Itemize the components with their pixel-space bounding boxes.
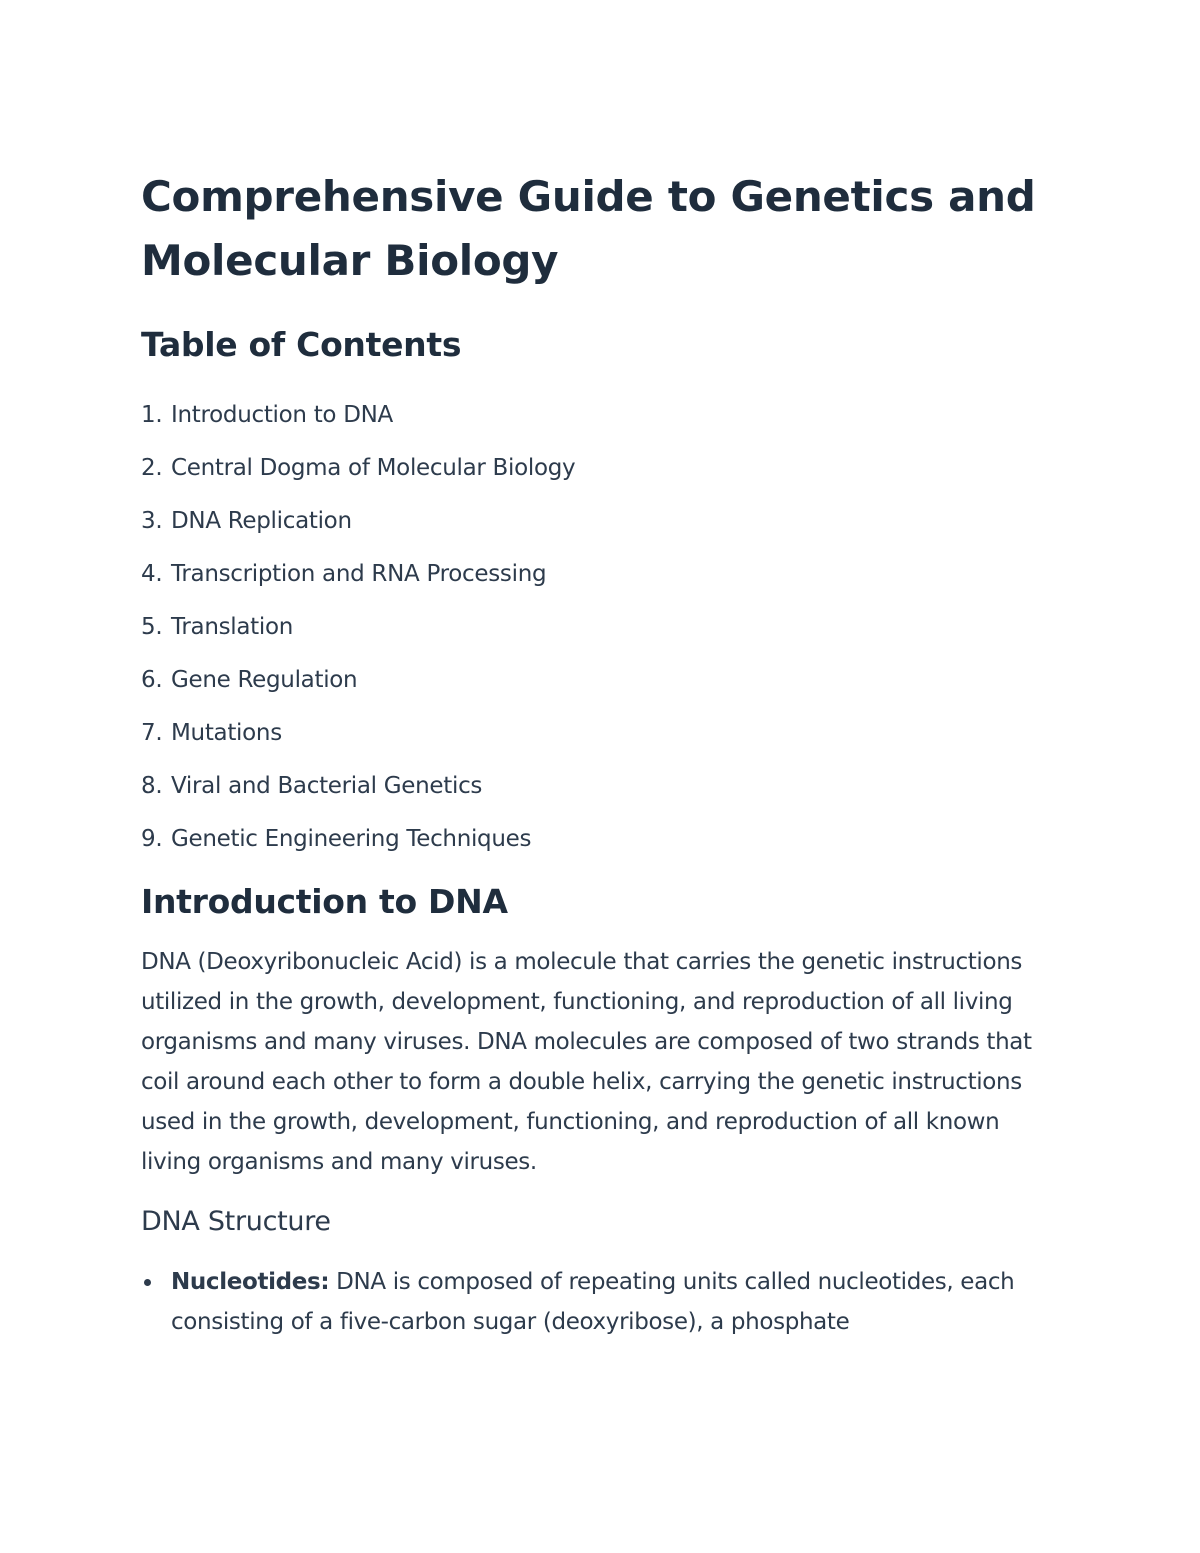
toc-item-label: Translation [171,614,294,640]
toc-item-label: Viral and Bacterial Genetics [171,773,483,799]
document-title: Comprehensive Guide to Genetics and Molecular Biology [141,172,1036,285]
toc-item[interactable] [141,601,1041,654]
section-heading-intro: Introduction to DNA [141,882,508,921]
list-item [141,1262,1041,1342]
toc-item-label: Genetic Engineering Techniques [171,826,532,852]
toc-item-number: 7. [141,720,163,746]
toc-item-number: 1. [141,402,163,428]
toc-item[interactable] [141,760,1041,813]
toc-item[interactable] [141,548,1041,601]
toc-item-label: Central Dogma of Molecular Biology [171,455,576,481]
intro-paragraph: DNA (Deoxyribonucleic Acid) is a molecule that carries the genetic instructions utilized in the growth, development, functioning, and reproduction of all living organisms and many viruses. DNA molecules are composed of two strands that coil around each other to form a double helix, carrying the genetic instructions used in the growth, development, functioning, and reproduction of all known living organisms and many viruses. [141,949,1032,1175]
list-item-text: DNA is composed of repeating units called nucleotides, each consisting of a five-carbon sugar (deoxyribose), a phosphate [171,1269,1015,1335]
bullet-icon [144,1279,151,1286]
toc-item-label: Introduction to DNA [171,402,393,428]
toc-item-number: 2. [141,455,163,481]
toc-item-label: Transcription and RNA Processing [171,561,547,587]
toc-item[interactable] [141,707,1041,760]
toc-item-label: DNA Replication [171,508,352,534]
toc-item-number: 4. [141,561,163,587]
toc-item[interactable] [141,813,1041,866]
toc-item-number: 6. [141,667,163,693]
dna-structure-list [141,1262,1041,1342]
toc-heading: Table of Contents [141,325,462,364]
subsection-heading-dna-structure: DNA Structure [141,1206,331,1237]
toc-item[interactable] [141,442,1041,495]
toc-item-number: 8. [141,773,163,799]
toc-list [141,389,1041,866]
toc-item-number: 9. [141,826,163,852]
toc-item[interactable] [141,654,1041,707]
toc-item[interactable] [141,389,1041,442]
toc-item-number: 3. [141,508,163,534]
toc-item[interactable] [141,495,1041,548]
list-item-term: Nucleotides: [171,1269,330,1295]
toc-item-label: Gene Regulation [171,667,358,693]
document-page [141,165,1041,1342]
toc-item-number: 5. [141,614,163,640]
toc-item-label: Mutations [171,720,282,746]
